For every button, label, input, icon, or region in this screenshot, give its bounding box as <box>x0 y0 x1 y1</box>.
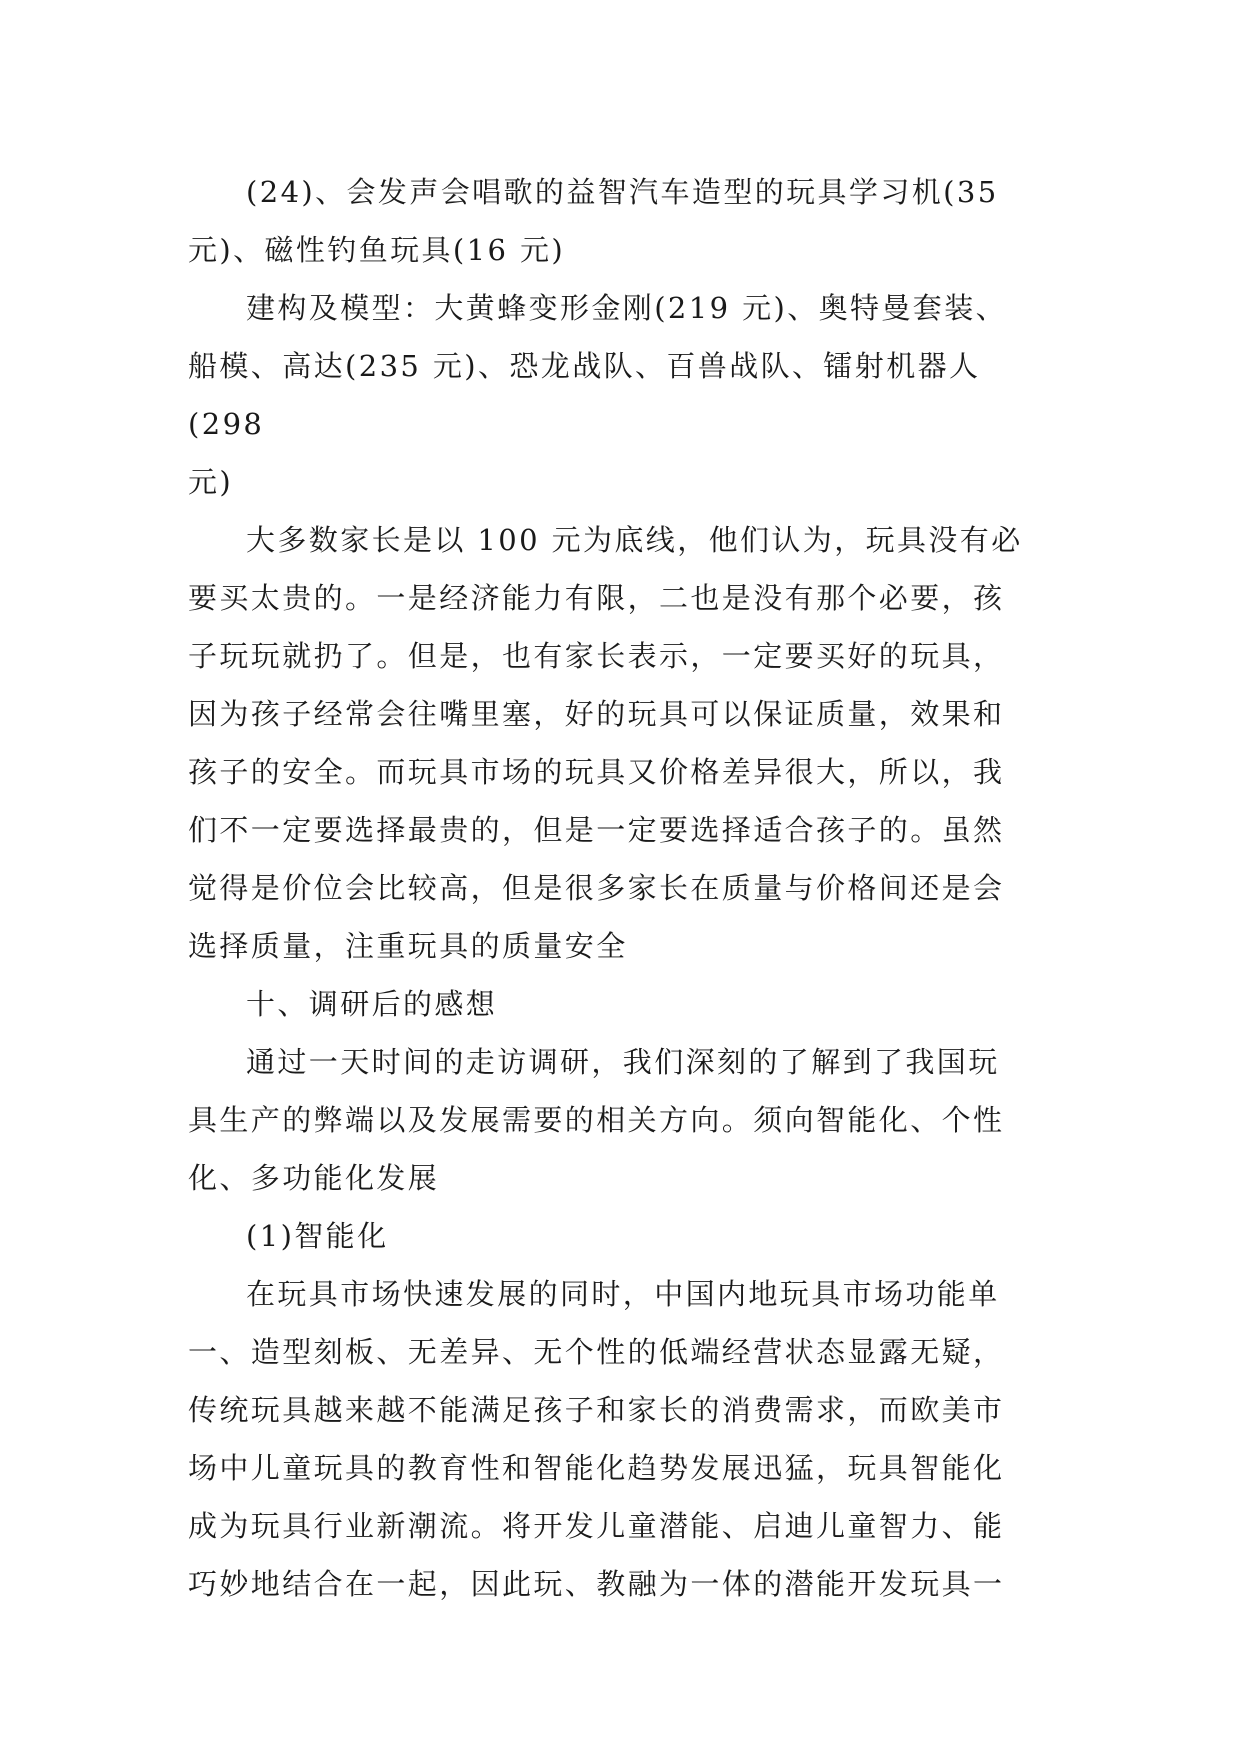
paragraph-toy-list-24: (24)、会发声会唱歌的益智汽车造型的玩具学习机(35 元)、磁性钓鱼玩具(16 元) <box>188 175 999 267</box>
subheading-intelligent: (1)智能化 <box>246 1219 389 1253</box>
section-heading-reflections: 十、调研后的感想 <box>246 987 498 1021</box>
paragraph-construction-models: 建构及模型：大黄蜂变形金刚(219 元)、奥特曼套装、 船模、高达(235 元)、恐龙战队、百兽战队、镭射机器人(298 元) <box>188 291 1007 499</box>
paragraph-parents-price-view: 大多数家长是以 100 元为底线，他们认为，玩具没有必 要买太贵的。一是经济能力有限，二也是没有那个必要，孩 子玩玩就扔了。但是，也有家长表示，一定要买好的玩具， 因为孩子经常会往嘴里塞，好的玩具可以保证质量，效果和 孩子的安全。而玩具市场的玩具又价格差异很大，所以，我 们不一定要选择最贵的，但是一定要选择适合孩子的。虽然 觉得是价位会比较高，但是很多家长在质量与价格间还是会 选择质量，注重玩具的质量安全 <box>188 523 1023 963</box>
paragraph-research-summary: 通过一天时间的走访调研，我们深刻的了解到了我国玩 具生产的弊端以及发展需要的相关方向。须向智能化、个性 化、多功能化发展 <box>188 1045 1005 1195</box>
paragraph-intelligent-trend: 在玩具市场快速发展的同时，中国内地玩具市场功能单 一、造型刻板、无差异、无个性的低端经营状态显露无疑， 传统玩具越来越不能满足孩子和家长的消费需求，而欧美市 场中儿童玩具的教育性和智能化趋势发展迅猛，玩具智能化 成为玩具行业新潮流。将开发儿童潜能、启迪儿童智力、能 巧妙地结合在一起，因此玩、教融为一体的潜能开发玩具一 <box>188 1277 1005 1601</box>
document-body <box>188 163 1053 1613</box>
